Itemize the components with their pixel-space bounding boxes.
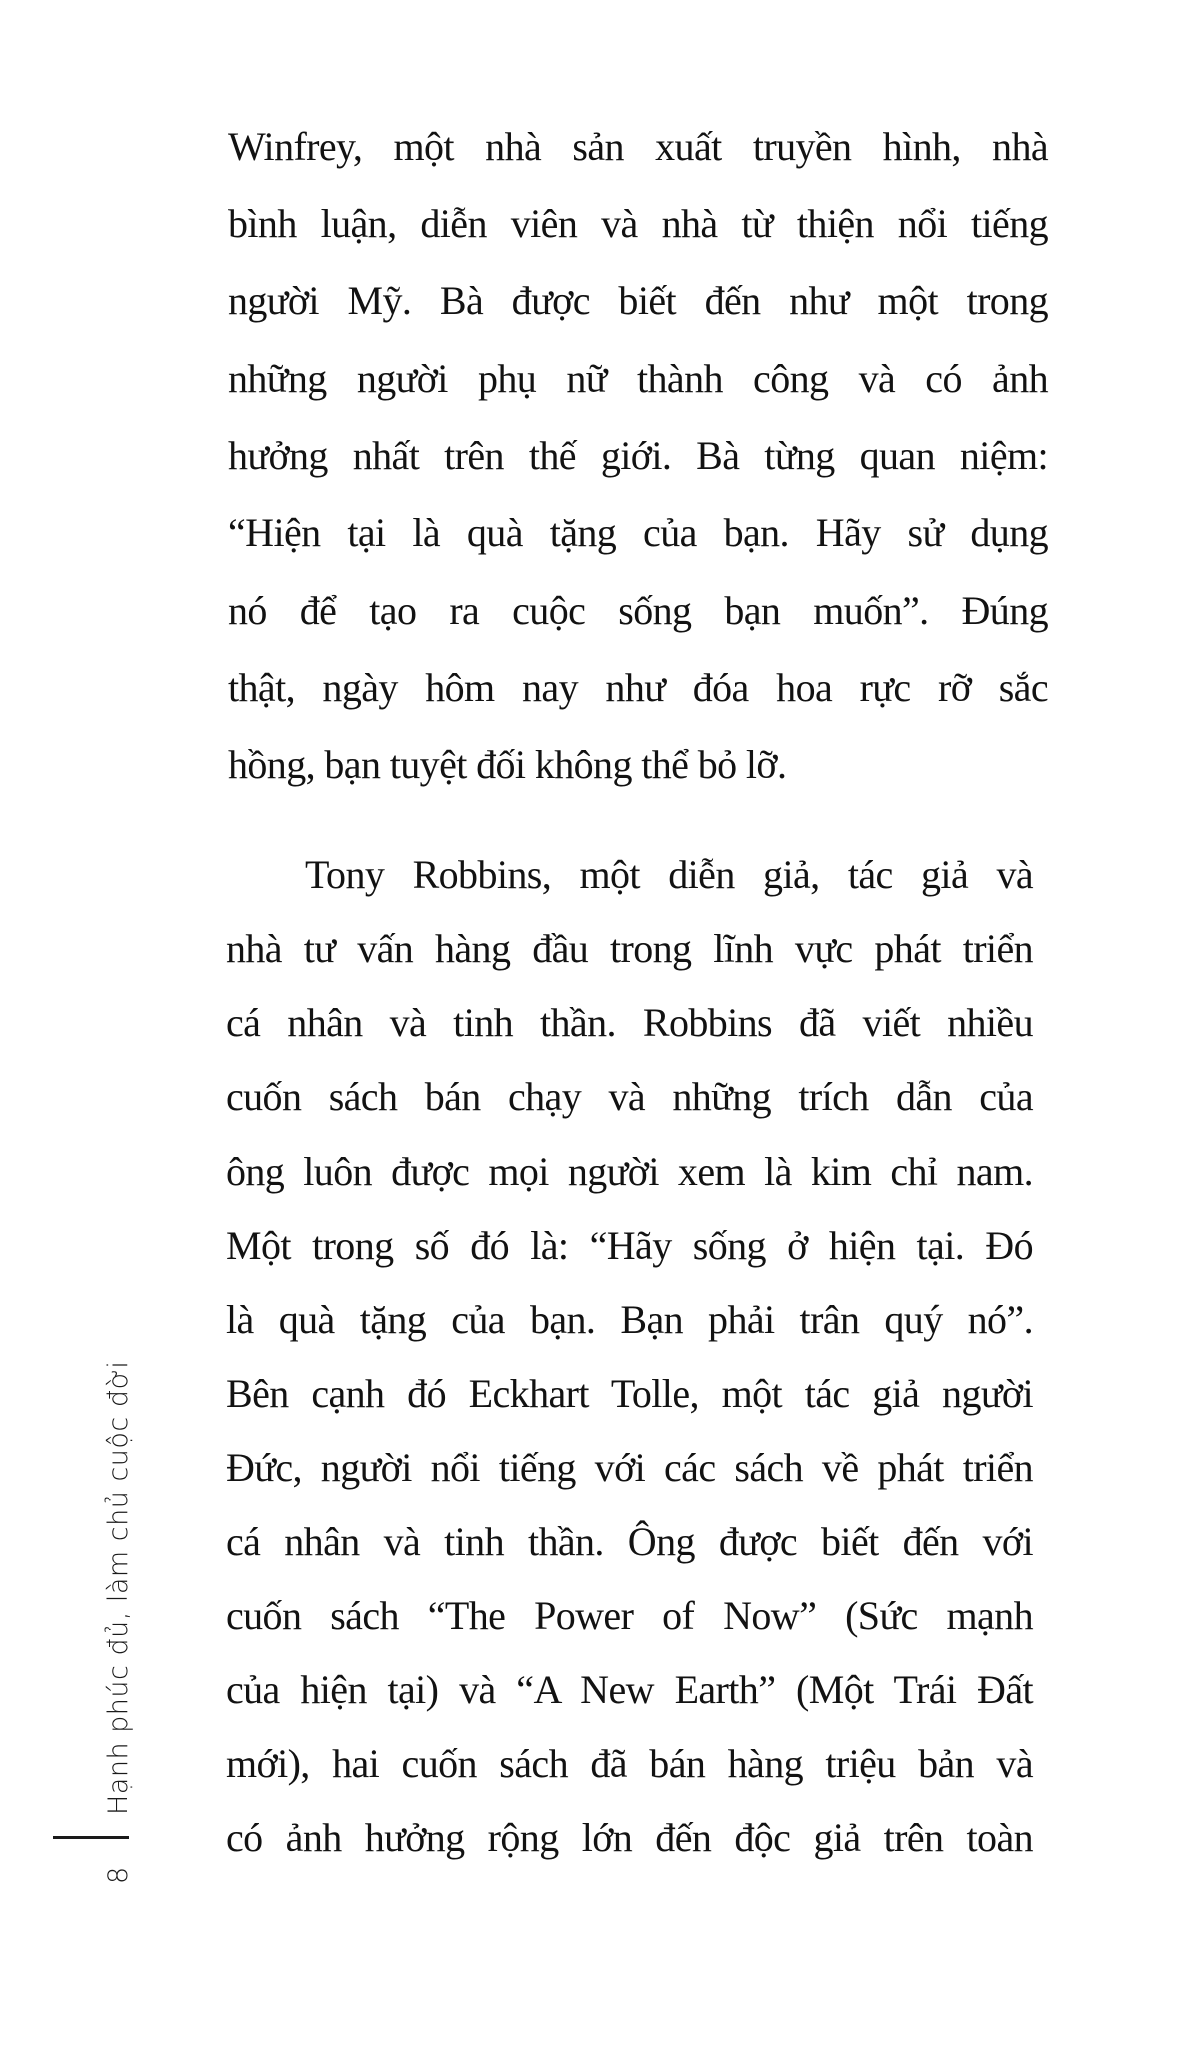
text-line: thật, ngày hôm nay như đóa hoa rực rỡ sắc	[228, 665, 1048, 710]
text-line: của hiện tại) và “A New Earth” (Một Trái Đất	[226, 1667, 1033, 1712]
text-line: có ảnh hưởng rộng lớn đến độc giả trên toàn	[226, 1815, 1033, 1860]
text-line: nó để tạo ra cuộc sống bạn muốn”. Đúng	[228, 588, 1048, 633]
text-line: hồng, bạn tuyệt đối không thể bỏ lỡ.	[228, 742, 787, 787]
text-line: cuốn sách “The Power of Now” (Sức mạnh	[226, 1593, 1033, 1638]
text-line: Tony Robbins, một diễn giả, tác giả và	[305, 852, 1033, 897]
text-line: “Hiện tại là quà tặng của bạn. Hãy sử dụng	[228, 510, 1048, 555]
text-line: bình luận, diễn viên và nhà từ thiện nổi tiếng	[228, 201, 1048, 246]
text-line: hưởng nhất trên thế giới. Bà từng quan niệm:	[228, 433, 1048, 478]
text-line: Bên cạnh đó Eckhart Tolle, một tác giả người	[226, 1371, 1033, 1416]
text-line: nhà tư vấn hàng đầu trong lĩnh vực phát triển	[226, 926, 1033, 971]
text-line: cuốn sách bán chạy và những trích dẫn của	[226, 1074, 1033, 1119]
text-line: Một trong số đó là: “Hãy sống ở hiện tại. Đó	[226, 1223, 1033, 1268]
text-line: cá nhân và tinh thần. Ông được biết đến với	[226, 1519, 1033, 1564]
text-line: những người phụ nữ thành công và có ảnh	[228, 356, 1048, 401]
text-line: ông luôn được mọi người xem là kim chỉ nam.	[226, 1149, 1033, 1194]
text-line: là quà tặng của bạn. Bạn phải trân quý nó”.	[226, 1297, 1033, 1342]
text-line: cá nhân và tinh thần. Robbins đã viết nhiều	[226, 1000, 1033, 1045]
text-line: người Mỹ. Bà được biết đến như một trong	[228, 278, 1048, 323]
text-line: Winfrey, một nhà sản xuất truyền hình, nhà	[228, 124, 1048, 169]
text-line: Đức, người nổi tiếng với các sách về phát triển	[226, 1445, 1033, 1490]
book-title: Hạnh phúc đủ, làm chủ cuộc đời	[103, 1360, 134, 1815]
page-number: 8	[103, 1866, 134, 1884]
text-line: mới), hai cuốn sách đã bán hàng triệu bản và	[226, 1741, 1033, 1786]
